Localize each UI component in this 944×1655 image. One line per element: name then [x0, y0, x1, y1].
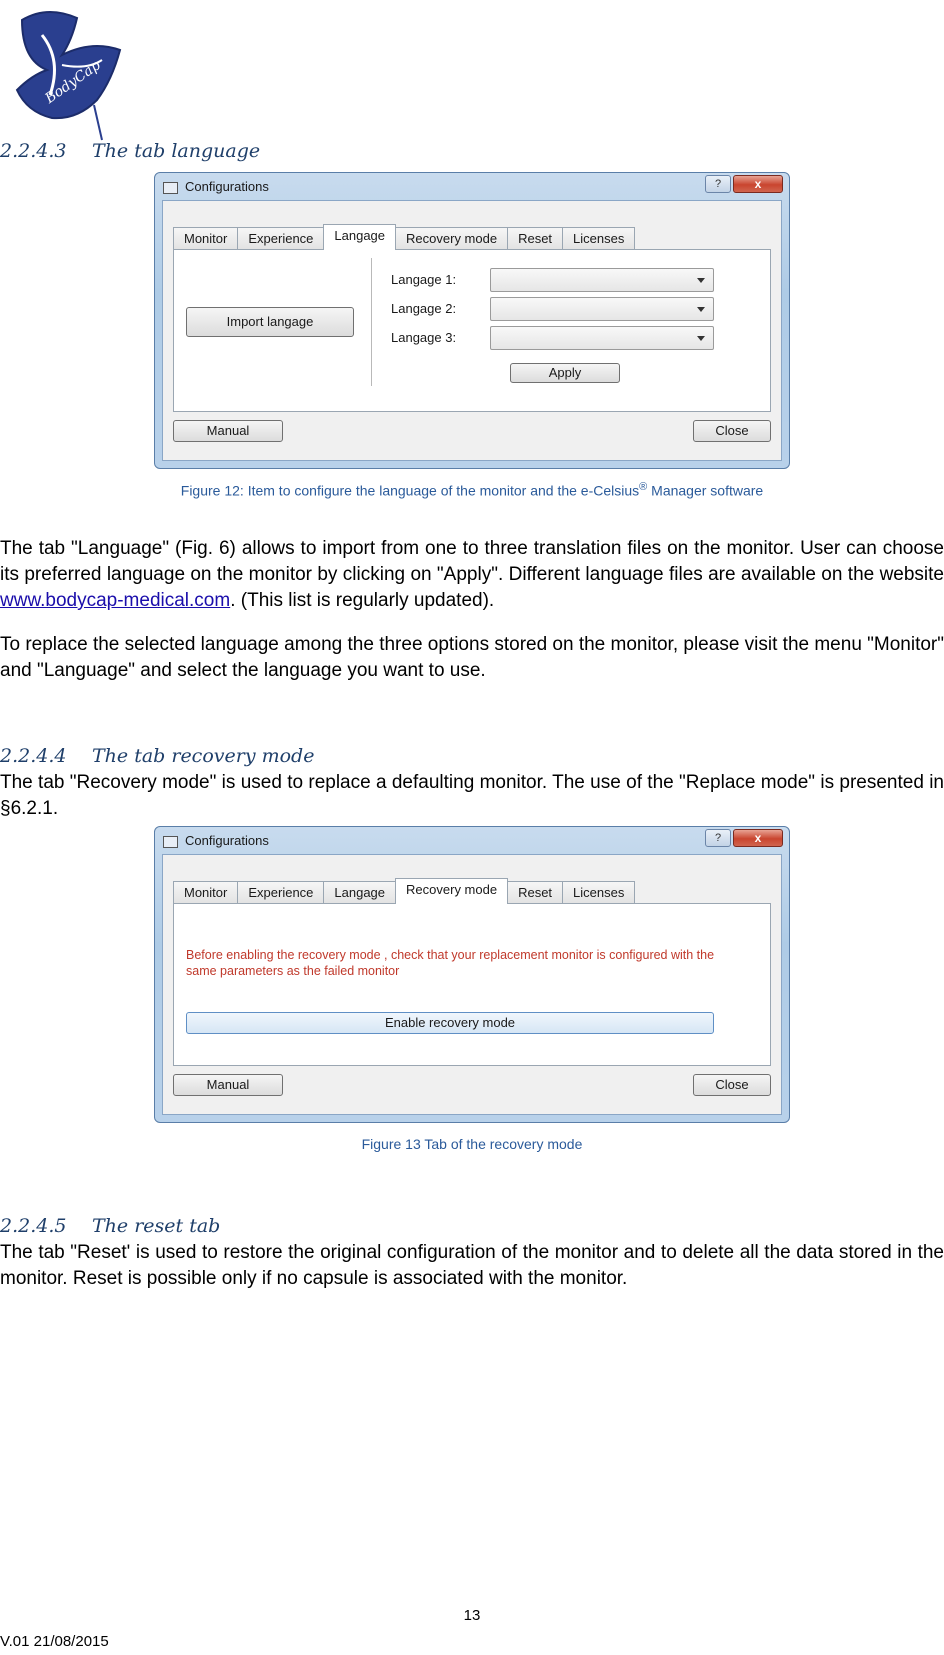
- tab-reset[interactable]: Reset: [507, 881, 563, 904]
- section-number: 2.2.4.4: [0, 745, 67, 767]
- window-close-button[interactable]: x: [733, 175, 783, 193]
- window-close-button[interactable]: x: [733, 829, 783, 847]
- bodycap-logo: [2, 0, 140, 145]
- configurations-dialog-recovery: [154, 826, 790, 1123]
- langage-1-label: Langage 1:: [391, 272, 457, 287]
- section-heading-reset: [0, 1215, 220, 1237]
- paragraph-language: [0, 536, 944, 614]
- paragraph-recovery: The tab "Recovery mode" is used to replace a defaulting monitor. The use of the "Replace mode" is presented in §6.2.1.: [0, 772, 944, 819]
- help-button[interactable]: ?: [705, 829, 731, 847]
- registered-mark: ®: [639, 481, 648, 493]
- tab-licenses[interactable]: Licenses: [562, 227, 635, 250]
- page-number: 13: [463, 1607, 481, 1624]
- divider: [371, 258, 372, 386]
- website-link[interactable]: www.bodycap-medical.com: [0, 590, 231, 611]
- paragraph-replace-language: To replace the selected language among the three options stored on the monitor, please visit the menu "Monitor" and "Language" and select the language you want to use.: [0, 634, 944, 681]
- chevron-down-icon: [697, 336, 705, 341]
- section-number: 2.2.4.5: [0, 1215, 67, 1237]
- tab-recovery-mode[interactable]: Recovery mode: [395, 227, 508, 250]
- langage-2-label: Langage 2:: [391, 301, 457, 316]
- tab-reset[interactable]: Reset: [507, 227, 563, 250]
- version-label: V.01 21/08/2015: [0, 1633, 109, 1650]
- langage-3-select[interactable]: [490, 326, 714, 350]
- dialog-client-area: [162, 200, 782, 461]
- recovery-tab-panel: [173, 903, 771, 1066]
- tab-langage[interactable]: Langage: [323, 881, 396, 904]
- tab-monitor[interactable]: Monitor: [173, 881, 238, 904]
- dialog-title: Configurations: [185, 179, 269, 194]
- close-button[interactable]: Close: [693, 420, 771, 442]
- tab-monitor[interactable]: Monitor: [173, 227, 238, 250]
- manual-button[interactable]: Manual: [173, 1074, 283, 1096]
- close-button[interactable]: Close: [693, 1074, 771, 1096]
- enable-recovery-mode-button[interactable]: Enable recovery mode: [186, 1012, 714, 1034]
- tab-licenses[interactable]: Licenses: [562, 881, 635, 904]
- chevron-down-icon: [697, 278, 705, 283]
- recovery-warning-text: Before enabling the recovery mode , check that your replacement monitor is configured with the same parameters as the failed monitor: [186, 948, 715, 978]
- tab-experience[interactable]: Experience: [237, 227, 324, 250]
- section-title: The tab recovery mode: [92, 745, 315, 767]
- help-button[interactable]: ?: [705, 175, 731, 193]
- window-icon: [163, 182, 178, 194]
- chevron-down-icon: [697, 307, 705, 312]
- figure-13-caption: Figure 13 Tab of the recovery mode: [361, 1136, 583, 1152]
- tab-strip: [173, 879, 634, 903]
- logo-text: BodyCap: [42, 57, 104, 107]
- window-icon: [163, 836, 178, 848]
- tab-strip: [173, 225, 634, 249]
- apply-button[interactable]: Apply: [510, 363, 620, 383]
- langage-2-select[interactable]: [490, 297, 714, 321]
- paragraph-text: The tab "Language" (Fig. 6) allows to import from one to three translation files on the monitor. User can choose its preferred language on the monitor by clicking on "Apply". Different language files are available on the website: [0, 538, 944, 585]
- paragraph-reset: The tab "Reset' is used to restore the original configuration of the monitor and to delete all the data stored in the monitor. Reset is possible only if no capsule is associated with the monitor.: [0, 1242, 944, 1289]
- section-number: 2.2.4.3: [0, 140, 67, 162]
- language-tab-panel: [173, 249, 771, 412]
- section-title: The tab language: [92, 140, 261, 162]
- import-langage-button[interactable]: Import langage: [186, 307, 354, 337]
- langage-1-select[interactable]: [490, 268, 714, 292]
- section-heading-language: [0, 140, 260, 162]
- configurations-dialog-language: [154, 172, 790, 469]
- dialog-client-area: [162, 854, 782, 1115]
- manual-button[interactable]: Manual: [173, 420, 283, 442]
- section-heading-recovery: [0, 745, 314, 767]
- section-title: The reset tab: [92, 1215, 221, 1237]
- paragraph-text-end: . (This list is regularly updated).: [230, 590, 495, 611]
- figure-12-caption: [0, 481, 944, 499]
- caption-text: Figure 12: Item to configure the language of the monitor and the e-Celsius: [180, 482, 640, 499]
- dialog-title: Configurations: [185, 833, 269, 848]
- langage-3-label: Langage 3:: [391, 330, 457, 345]
- caption-tail: Manager software: [647, 482, 764, 499]
- tab-recovery-mode[interactable]: Recovery mode: [395, 878, 508, 904]
- tab-experience[interactable]: Experience: [237, 881, 324, 904]
- tab-langage[interactable]: Langage: [323, 224, 396, 250]
